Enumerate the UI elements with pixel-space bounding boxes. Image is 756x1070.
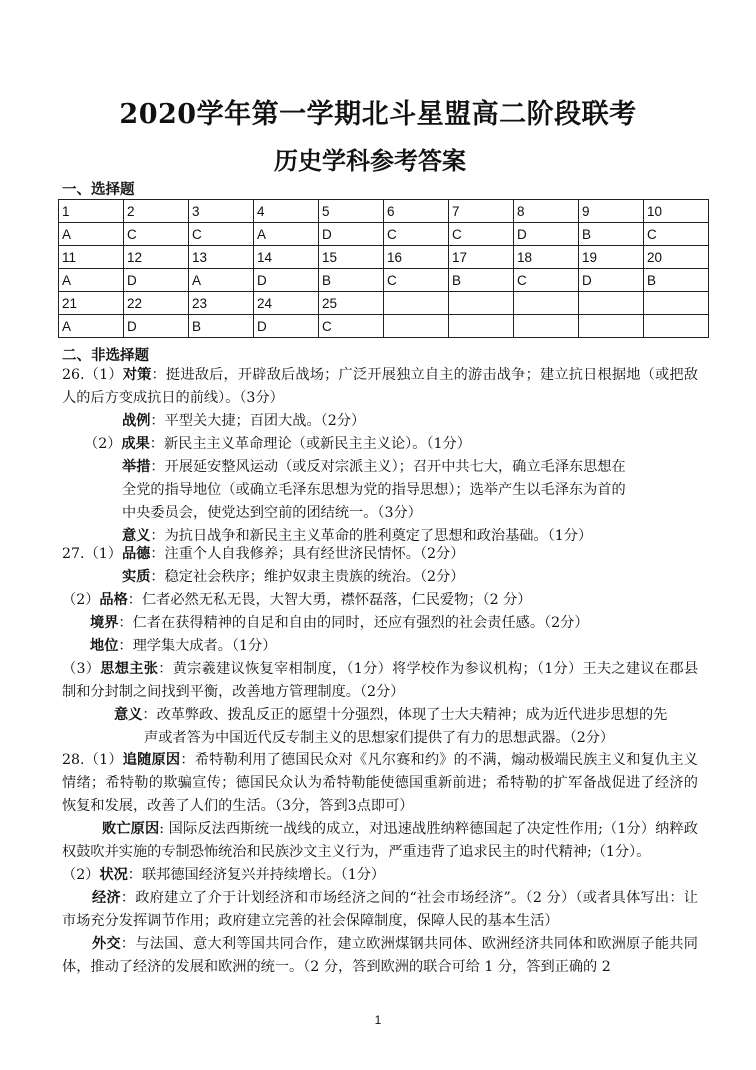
answer-table-cell: B	[189, 315, 254, 338]
answer-table-cell: 4	[254, 200, 319, 223]
q26-subnumber: （2）	[84, 436, 122, 452]
q26-label: 战例	[122, 413, 151, 429]
q27-line-8: 声或者答为中国近代反专制主义的思想家们提供了有力的思想武器。（2分）	[144, 730, 615, 746]
q26-text: ：新民主主义革命理论（或新民主主义论）。（1分）	[149, 436, 471, 452]
page-subtitle: 历史学科参考答案	[274, 146, 466, 175]
answer-table-number-row	[59, 200, 709, 223]
answer-table-cell: C	[189, 223, 254, 246]
answer-table-cell: C	[319, 315, 384, 338]
q26-number: 26.（1）	[62, 367, 123, 383]
answer-table-cell: 23	[189, 292, 254, 315]
answer-table-cell: 25	[319, 292, 384, 315]
q28-text: ：联邦德国经济复兴并持续增长。（1分）	[127, 867, 386, 883]
q27-label: 思想主张	[100, 661, 159, 677]
answer-table-cell: B	[449, 269, 514, 292]
q28-label: 追随原因	[122, 752, 181, 768]
answer-table-cell: 7	[449, 200, 514, 223]
q26-line-1	[62, 364, 698, 410]
q27-label: 品格	[99, 592, 128, 608]
q26-text: ：开展延安整风运动（或反对宗派主义）；召开中共七大，确立毛泽东思想在	[150, 459, 626, 475]
answer-table-cell: A	[254, 223, 319, 246]
q28-label: 经济	[92, 890, 121, 906]
q28-label: 外交	[92, 936, 121, 952]
q27-label: 实质	[122, 569, 151, 585]
answer-table-cell: 18	[514, 246, 579, 269]
q27-subnumber: （2）	[62, 592, 100, 608]
q27-line-6	[62, 658, 698, 704]
q27-line-3	[62, 589, 698, 612]
q26-text: ：为抗日战争和新民主主义革命的胜利奠定了思想和政治基础。（1分）	[150, 528, 593, 544]
answer-table-cell	[449, 315, 514, 338]
q27-label: 境界	[90, 615, 119, 631]
answer-table-cell: D	[319, 223, 384, 246]
q26-line-2	[62, 410, 698, 433]
q27-text: ：仁者在获得精神的自足和自由的同时，还应有强烈的社会责任感。（2分）	[118, 615, 589, 631]
q28-label: 状况	[99, 867, 128, 883]
q27-number: 27.（1）	[62, 546, 122, 562]
q28-label: 败亡原因	[102, 821, 160, 837]
q27-label: 品德	[121, 546, 151, 562]
q27-line-2	[62, 566, 698, 589]
answer-table-cell	[579, 292, 644, 315]
q27-line-1	[62, 543, 698, 566]
answer-table-cell	[644, 292, 709, 315]
q27-text: ：理学集大成者。（1分）	[118, 638, 277, 654]
q26-line-5: 全党的指导地位（或确立毛泽东思想为党的指导思想）；选举产生以毛泽东为首的	[122, 482, 626, 498]
answer-table-cell: C	[644, 223, 709, 246]
answer-table-cell: A	[59, 223, 124, 246]
page-title: 2020学年第一学期北斗星盟高二阶段联考	[119, 99, 637, 130]
answer-table-cell: C	[384, 269, 449, 292]
answer-table-cell: 2	[124, 200, 189, 223]
answer-table-cell	[449, 292, 514, 315]
answer-table-cell: 16	[384, 246, 449, 269]
q28-line-1	[62, 749, 698, 818]
q26-line-6: 中央委员会，使党达到空前的团结统一。（3分）	[122, 505, 422, 521]
answer-table-cell: D	[254, 315, 319, 338]
answer-table-cell: C	[514, 269, 579, 292]
answer-table-cell: C	[449, 223, 514, 246]
answer-table-answer-row	[59, 315, 709, 338]
answer-table-cell: 17	[449, 246, 514, 269]
answer-table-answer-row	[59, 269, 709, 292]
q27-line-5	[62, 635, 698, 658]
answer-table-cell	[644, 315, 709, 338]
q26-label: 意义	[122, 528, 151, 544]
answer-table-cell: 15	[319, 246, 384, 269]
question-27	[62, 543, 698, 750]
q27-text: ：稳定社会秩序；维护奴隶主贵族的统治。（2分）	[150, 569, 465, 585]
q26-line-3	[62, 433, 698, 456]
answer-table-answer-row	[59, 223, 709, 246]
answer-table-cell: A	[59, 315, 124, 338]
q27-subnumber: （3）	[62, 661, 101, 677]
answer-table-cell: 9	[579, 200, 644, 223]
q26-text: ：挺进敌后，开辟敌后战场；广泛开展独立自主的游击战争；建立抗日根据地（或把敌人的后方变成抗日的前线）。（3分）	[62, 367, 698, 406]
q26-line-4	[62, 456, 698, 479]
answer-table-cell: D	[124, 315, 189, 338]
answer-table-cell: B	[644, 269, 709, 292]
answer-table-cell: A	[189, 269, 254, 292]
answer-table-cell: 22	[124, 292, 189, 315]
q26-label: 举措	[122, 459, 151, 475]
q26-text: ：平型关大捷；百团大战。（2分）	[150, 413, 366, 429]
answer-table-cell: D	[579, 269, 644, 292]
answer-table-cell	[514, 315, 579, 338]
answer-table-cell: 8	[514, 200, 579, 223]
q27-text: ：仁者必然无私无畏，大智大勇，襟怀磊落，仁民爱物；（2 分）	[127, 592, 532, 608]
q27-text: ：改革弊政、拨乱反正的愿望十分强烈，体现了士大夫精神；成为近代进步思想的先	[142, 707, 668, 723]
answer-table-cell: 20	[644, 246, 709, 269]
answer-table-cell: A	[59, 269, 124, 292]
answer-table-cell: 13	[189, 246, 254, 269]
answer-table-cell: 5	[319, 200, 384, 223]
answer-table-cell: 11	[59, 246, 124, 269]
answer-table-cell: B	[579, 223, 644, 246]
answer-table-cell: 14	[254, 246, 319, 269]
q27-line-4	[62, 612, 698, 635]
q28-number: 28.（1）	[62, 752, 123, 768]
answer-table-cell: D	[124, 269, 189, 292]
answer-table-cell	[384, 292, 449, 315]
answer-table-cell: B	[319, 269, 384, 292]
q28-line-3	[62, 864, 698, 887]
q27-label: 地位	[90, 638, 119, 654]
section-heading-choice: 一、选择题	[62, 181, 135, 198]
q28-text: ：政府建立了介于计划经济和市场经济之间的“社会市场经济”。（2 分）（或者具体写出：让市场充分发挥调节作用；政府建立完善的社会保障制度，保障人民的基本生活）	[62, 890, 698, 929]
answer-table-cell	[514, 292, 579, 315]
q28-text: ：与法国、意大利等国共同合作，建立欧洲煤钢共同体、欧洲经济共同体和欧洲原子能共同体，推动了经济的发展和欧洲的统一。（2 分，答到欧洲的联合可给 1 分，答到正确的 2	[62, 936, 698, 975]
answer-table-number-row	[59, 292, 709, 315]
q28-line-4	[62, 887, 698, 933]
q28-line-2	[62, 818, 698, 864]
q27-text: ：黄宗羲建议恢复宰相制度，（1分）将学校作为参议机构；（1分）王夫之建议在郡县制和分封制之间找到平衡，改善地方管理制度。（2分）	[62, 661, 699, 700]
q28-line-5	[62, 933, 698, 979]
q27-line-7	[62, 704, 698, 727]
answer-table-cell: 3	[189, 200, 254, 223]
answer-table-cell: 12	[124, 246, 189, 269]
answer-table-cell: 1	[59, 200, 124, 223]
q26-label: 对策	[122, 367, 152, 383]
question-28	[62, 749, 698, 979]
answer-table-cell: D	[254, 269, 319, 292]
answer-table	[58, 199, 709, 338]
answer-table-cell: 10	[644, 200, 709, 223]
q27-text: ：注重个人自我修养；具有经世济民情怀。（2分）	[150, 546, 465, 562]
answer-table-number-row	[59, 246, 709, 269]
answer-table-cell: C	[384, 223, 449, 246]
answer-table-cell: D	[514, 223, 579, 246]
question-26	[62, 364, 698, 548]
q28-text: : 国际反法西斯统一战线的成立，对迅速战胜纳粹德国起了决定性作用;（1分）纳粹政权鼓吹并实施的专制恐怖统治和民族沙文主义行为，严重违背了追求民主的时代精神;（1分）。	[62, 821, 698, 860]
answer-table-cell: C	[124, 223, 189, 246]
answer-table-cell	[579, 315, 644, 338]
answer-table-cell	[384, 315, 449, 338]
q26-label: 成果	[121, 436, 150, 452]
q28-text: ：希特勒利用了德国民众对《凡尔赛和约》的不满，煽动极端民族主义和复仇主义情绪；希特勒的欺骗宣传；德国民众认为希特勒能使德国重新前进；希特勒的扩军备战促进了经济的恢复和发展，改善了人们的生活。（3分，答到3点即可）	[62, 752, 698, 814]
answer-table-cell: 21	[59, 292, 124, 315]
q27-label: 意义	[114, 707, 143, 723]
q28-subnumber: （2）	[62, 867, 100, 883]
answer-table-cell: 6	[384, 200, 449, 223]
answer-table-cell: 24	[254, 292, 319, 315]
page-number: 1	[374, 1013, 382, 1027]
section-heading-nonchoice: 二、非选择题	[62, 347, 149, 364]
answer-table-cell: 19	[579, 246, 644, 269]
